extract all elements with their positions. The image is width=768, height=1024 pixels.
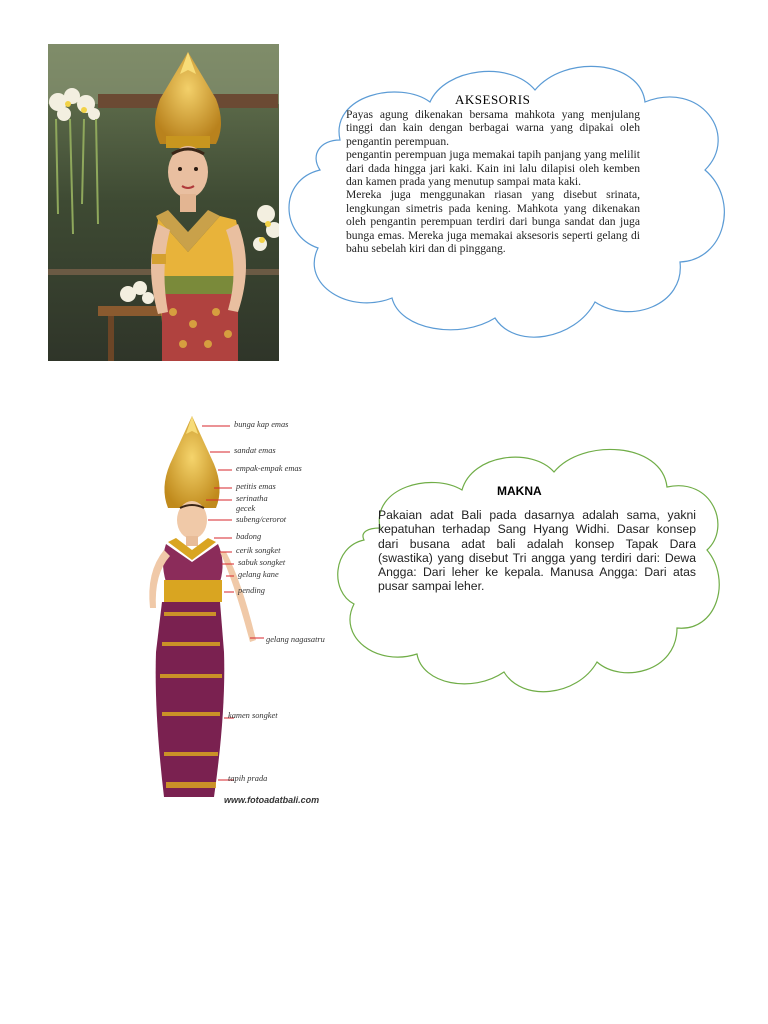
label-gelang-kane: gelang kane [238,570,279,579]
label-gecek: gecek [236,504,256,513]
label-gelang-nagasatru: gelang nagasatru [266,635,325,644]
label-subeng-cerorot: subeng/cerorot [236,515,287,524]
label-sandat-emas: sandat emas [234,446,276,455]
aksesoris-body [346,108,640,255]
makna-body: Pakaian adat Bali pada dasarnya adalah sama, yakni kepatuhan terhadap Sang Hyang Widhi. Dasar konsep dari busana adat bali adalah konsep Tapak Dara (swastika) yang disebut Tri angga yang terdiri dari: Dewa Angga: Dari leher ke kepala. Manusa Angga: Dari atas pusar sampai leher. [378,508,696,594]
label-bunga-kap-emas: bunga kap emas [234,420,289,429]
bride-photo [48,44,279,361]
label-tapih-prada: tapih prada [228,774,268,783]
label-pending: pending [238,586,265,595]
label-sabuk-songket: sabuk songket [238,558,286,567]
label-petitis-emas: petitis emas [236,482,276,491]
aksesoris-title: AKSESORIS [455,92,531,107]
bali-costume-diagram [130,412,335,812]
label-kamen-songket: kamen songket [228,711,278,720]
label-empak-empak-emas: empak-empak emas [236,464,302,473]
watermark: www.fotoadatbali.com [224,795,320,805]
makna-title: MAKNA [497,484,542,498]
label-badong: badong [236,532,262,541]
label-serinatha: serinatha [236,494,268,503]
aksesoris-paragraph-1: Payas agung dikenakan bersama mahkota yang menjulang tinggi dan kain dengan berbagai warna yang dipakai oleh pengantin perempuan. [346,108,640,148]
aksesoris-paragraph-2: pengantin perempuan juga memakai tapih panjang yang melilit dari dada hingga jari kaki. Kain ini lalu dilapisi oleh kemben dan kamen prada yang menutup sampai mata kaki. [346,148,640,189]
aksesoris-paragraph-3: Mereka juga menggunakan riasan yang disebut srinata, lengkungan simetris pada kening. Mahkota yang dikenakan oleh pengantin perempuan terdiri dari bunga sandat dan juga bunga emas. Mereka juga memakai aksesoris seperti gelang di bahu sebelah kiri dan di pinggang. [346,188,640,256]
label-cerik-songket: cerik songket [236,546,281,555]
